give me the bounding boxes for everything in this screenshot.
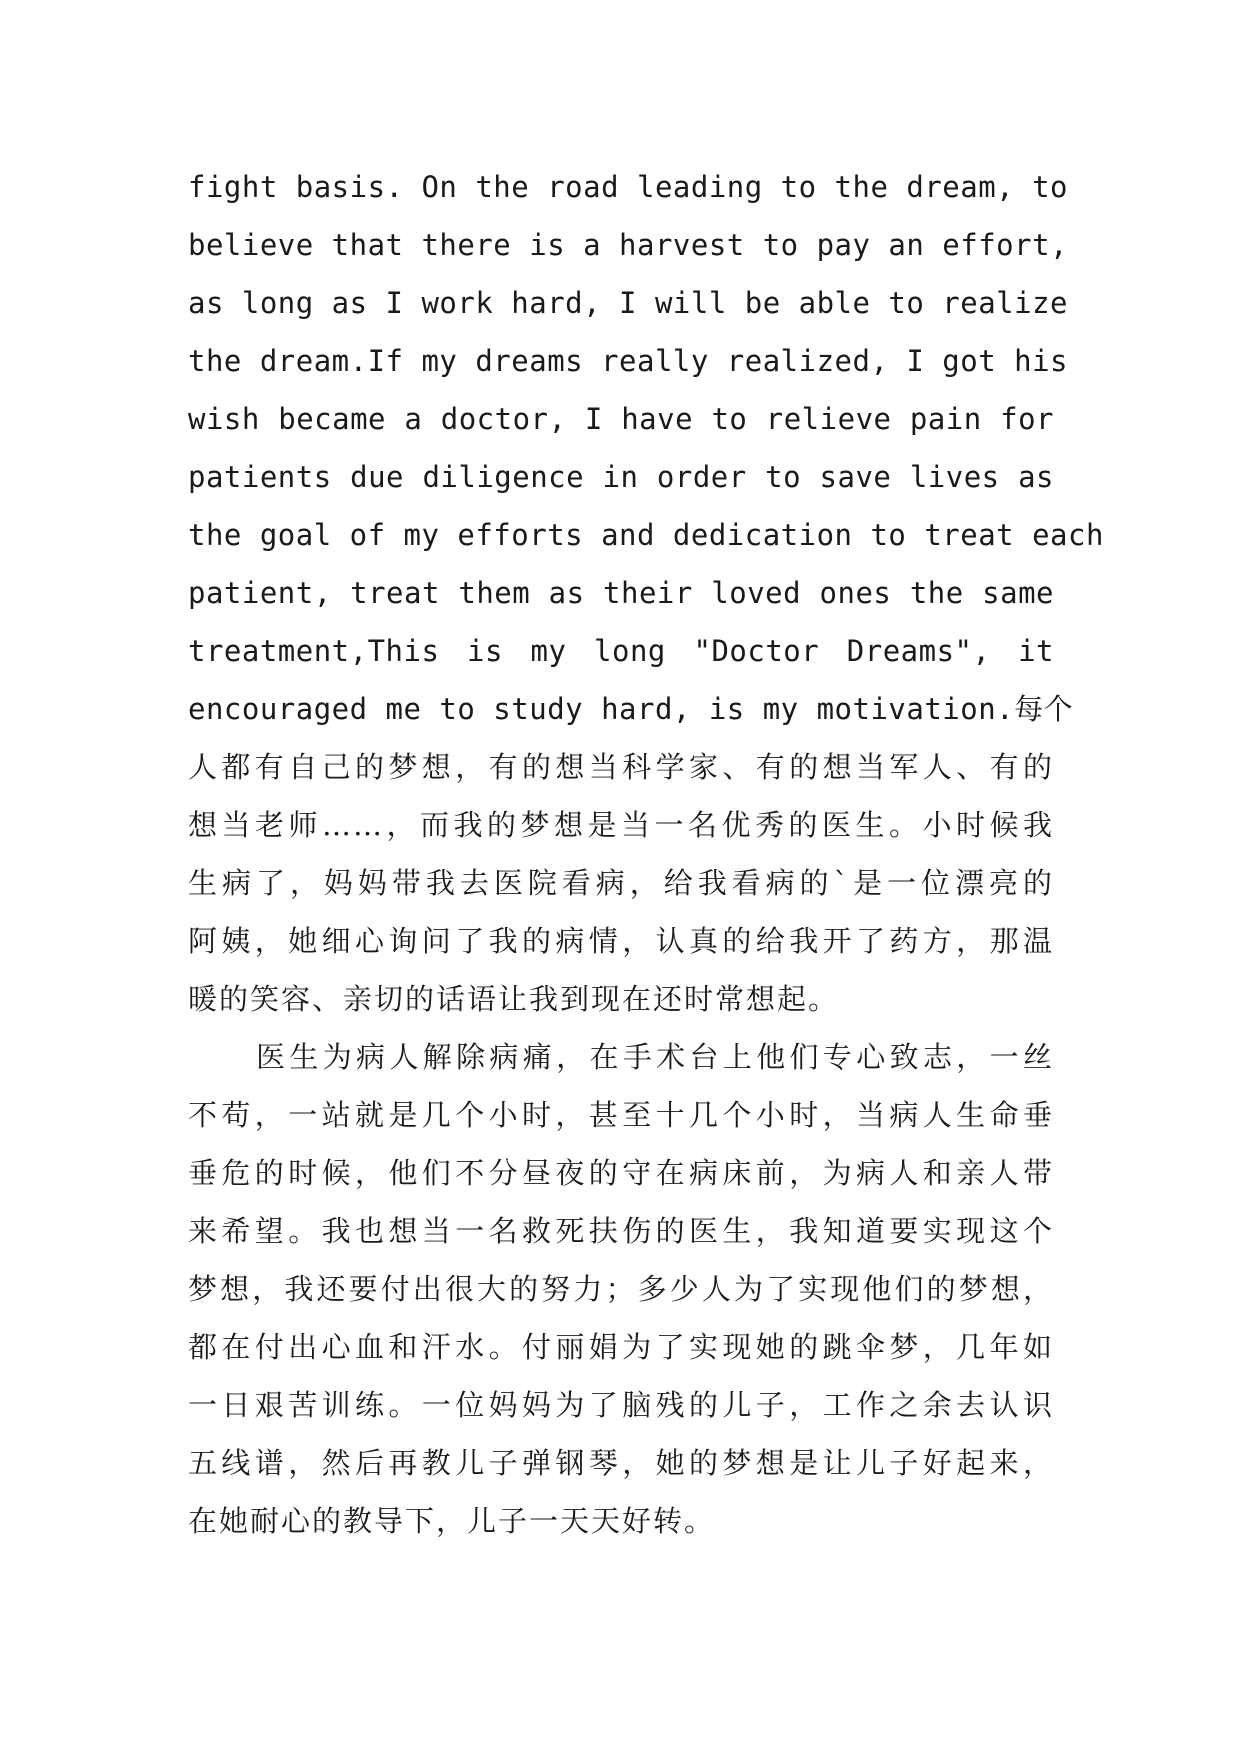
text-line: 来希望。我也想当一名救死扶伤的医生，我知道要实现这个 (188, 1214, 1054, 1248)
document-body (188, 158, 1104, 1550)
text-line: 一日艰苦训练。一位妈妈为了脑残的儿子，工作之余去认识 (188, 1388, 1054, 1422)
text-line: 生病了，妈妈带我去医院看病，给我看病的`是一位漂亮的 (188, 866, 1054, 900)
text-line: treatment,This is my long "Doctor Dreams", it (188, 634, 1054, 668)
text-line: encouraged me to study hard, is my motivation.每个 (188, 692, 1074, 726)
text-line: 在她耐心的教导下，儿子一天天好转。 (188, 1504, 716, 1538)
text-line: as long as I work hard, I will be able to realize (188, 286, 1069, 320)
text-line: 垂危的时候，他们不分昼夜的守在病床前，为病人和亲人带 (188, 1156, 1054, 1190)
text-line: 阿姨，她细心询问了我的病情，认真的给我开了药方，那温 (188, 924, 1054, 958)
text-line: 暖的笑容、亲切的话语让我到现在还时常想起。 (188, 982, 840, 1016)
text-line: the dream.If my dreams really realized, I got his (188, 344, 1069, 378)
text-line: 都在付出心血和汗水。付丽娟为了实现她的跳伞梦，几年如 (188, 1330, 1054, 1364)
text-line: 不苟，一站就是几个小时，甚至十几个小时，当病人生命垂 (188, 1098, 1054, 1132)
text-line: the goal of my efforts and dedication to treat each (188, 518, 1104, 552)
text-line: 想当老师……，而我的梦想是当一名优秀的医生。小时候我 (188, 808, 1054, 842)
text-line: patient, treat them as their loved ones the same (188, 576, 1054, 610)
paragraph-1 (188, 158, 1104, 1028)
text-line: fight basis. On the road leading to the dream, to (188, 170, 1069, 204)
text-line: patients due diligence in order to save lives as (188, 460, 1054, 494)
text-line: 医生为病人解除病痛，在手术台上他们专心致志，一丝 (256, 1040, 1054, 1074)
text-line: believe that there is a harvest to pay an effort, (188, 228, 1069, 262)
paragraph-2 (188, 1028, 1054, 1550)
text-line: 人都有自己的梦想，有的想当科学家、有的想当军人、有的 (188, 750, 1054, 784)
text-line: 五线谱，然后再教儿子弹钢琴，她的梦想是让儿子好起来， (188, 1446, 1054, 1480)
text-line: 梦想，我还要付出很大的努力；多少人为了实现他们的梦想， (188, 1272, 1054, 1306)
text-line: wish became a doctor, I have to relieve pain for (188, 402, 1054, 436)
